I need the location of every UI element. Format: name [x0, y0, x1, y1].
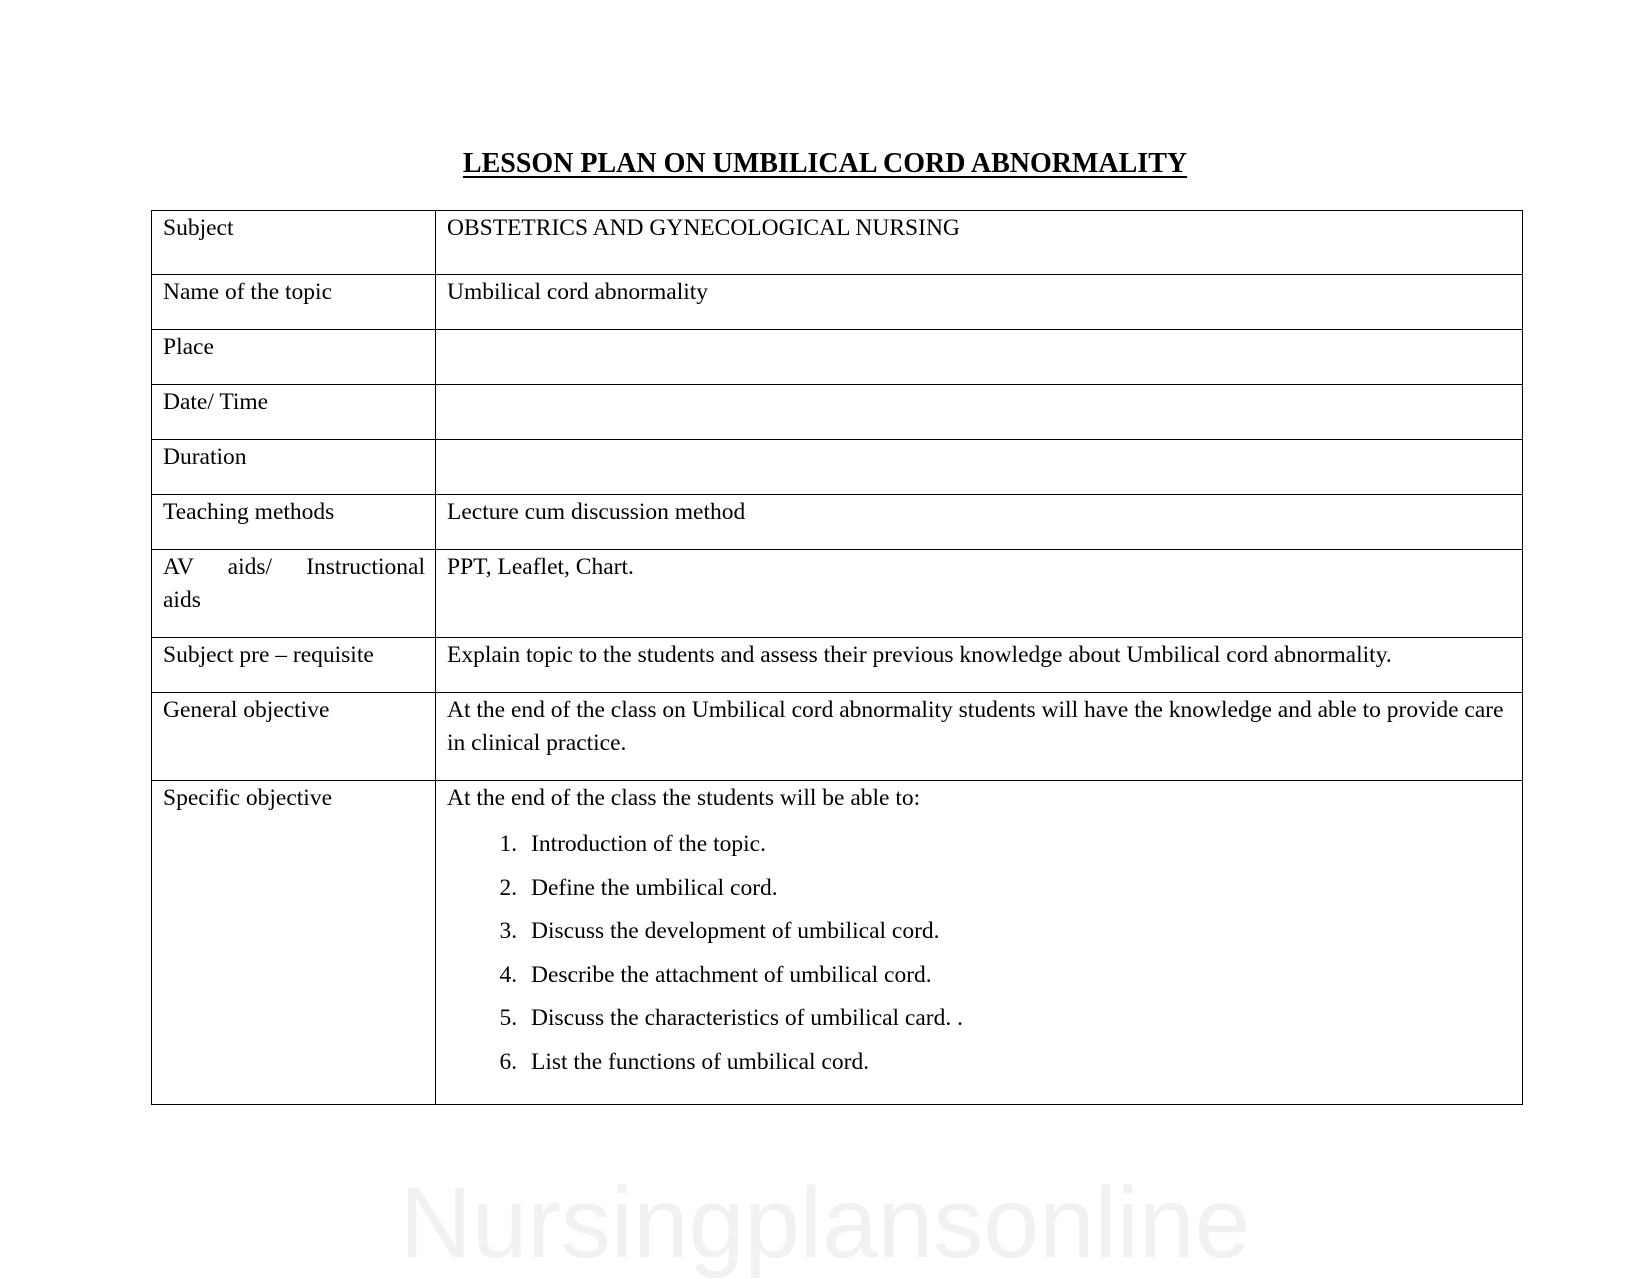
place-value [436, 330, 1523, 385]
date-time-value [436, 385, 1523, 440]
topic-value: Umbilical cord abnormality [436, 275, 1523, 330]
duration-value [436, 440, 1523, 495]
page-title: LESSON PLAN ON UMBILICAL CORD ABNORMALITY [462, 148, 1188, 179]
watermark: Nursingplansonline [399, 1167, 1251, 1279]
table-row-prerequisite [152, 638, 1523, 693]
prerequisite-label: Subject pre – requisite [152, 638, 436, 693]
list-item: 1. Introduction of the topic. [523, 823, 1512, 867]
av-aids-label-line1: AV aids/ Instructional [163, 554, 425, 580]
table-row-av-aids [152, 550, 1523, 638]
teaching-methods-label: Teaching methods [152, 495, 436, 550]
specific-objective-intro: At the end of the class the students will be able to: [447, 785, 921, 811]
table-row-duration [152, 440, 1523, 495]
subject-label: Subject [152, 211, 436, 275]
specific-objective-value [436, 781, 1523, 1105]
list-item: 3. Discuss the development of umbilical cord. [523, 910, 1512, 954]
table-row-date-time [152, 385, 1523, 440]
lesson-plan-table [151, 210, 1523, 1105]
table-row-place [152, 330, 1523, 385]
av-aids-value: PPT, Leaflet, Chart. [436, 550, 1523, 638]
list-item: 6. List the functions of umbilical cord. [523, 1041, 1512, 1085]
list-item: 2. Define the umbilical cord. [523, 867, 1512, 911]
av-aids-label-line2: aids [163, 587, 201, 613]
table-row-topic [152, 275, 1523, 330]
general-objective-label: General objective [152, 693, 436, 781]
subject-value: OBSTETRICS AND GYNECOLOGICAL NURSING [436, 211, 1523, 275]
teaching-methods-value: Lecture cum discussion method [436, 495, 1523, 550]
av-aids-label [152, 550, 436, 638]
specific-objective-label: Specific objective [152, 781, 436, 1105]
place-label: Place [152, 330, 436, 385]
duration-label: Duration [152, 440, 436, 495]
table-row-general-objective [152, 693, 1523, 781]
prerequisite-value: Explain topic to the students and assess their previous knowledge about Umbilical cord abnormality. [436, 638, 1523, 693]
table-row-subject [152, 211, 1523, 275]
table-row-teaching-methods [152, 495, 1523, 550]
date-time-label: Date/ Time [152, 385, 436, 440]
list-item: 4. Describe the attachment of umbilical cord. [523, 954, 1512, 998]
objectives-list [447, 823, 1512, 1084]
table-row-specific-objective [152, 781, 1523, 1105]
general-objective-value: At the end of the class on Umbilical cord abnormality students will have the knowledge and able to provide care in clinical practice. [436, 693, 1523, 781]
topic-label: Name of the topic [152, 275, 436, 330]
list-item: 5. Discuss the characteristics of umbilical card. . [523, 997, 1512, 1041]
